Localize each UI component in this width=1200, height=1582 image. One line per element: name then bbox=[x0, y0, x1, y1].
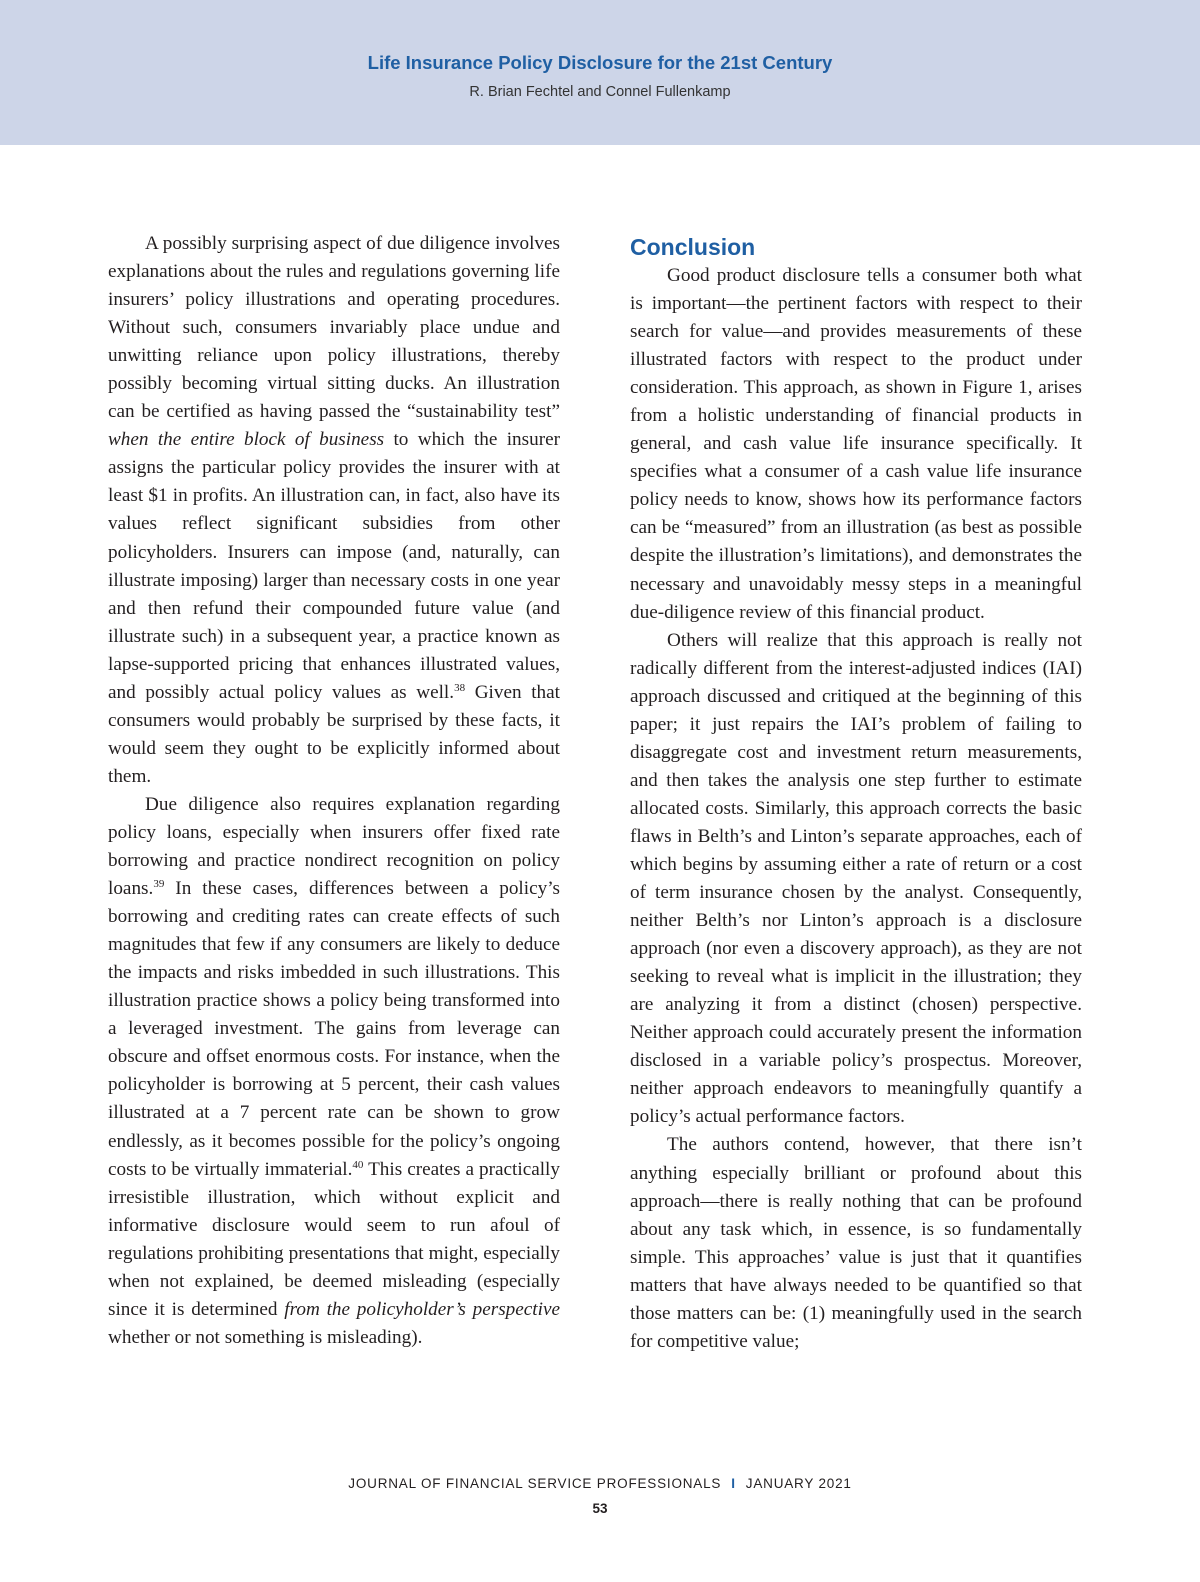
left-column bbox=[108, 230, 560, 1352]
paragraph bbox=[108, 230, 560, 791]
page-number: 53 bbox=[592, 1501, 608, 1516]
paragraph: Others will realize that this approach is really not radically different from the interest-adjusted indices (IAI) approach discussed and critiqued at the beginning of this paper; it just repairs the IAI’s problem of failing to disaggregate cost and investment return measurements, and then takes the analysis one step further to estimate allocated costs. Similarly, this approach corrects the basic flaws in Belth’s and Linton’s separate approaches, each of which begins by assuming either a rate of return or a cost of term insurance chosen by the analyst. Consequently, neither Belth’s nor Linton’s approach is a disclosure approach (nor even a discovery approach), as they are not seeking to reveal what is implicit in the illustration; they are analyzing it from a distinct (chosen) perspective. Neither approach could accurately present the information disclosed in a variable policy’s prospectus. Moreover, neither approach endeavors to meaningfully quantify a policy’s actual performance factors. bbox=[630, 629, 1082, 1128]
right-column bbox=[630, 234, 1082, 1356]
paragraph-text: A possibly surprising aspect of due diligence involves explanations about the rules and regulations governing life insurers’ policy illustrations and operating procedures. Without such, consumers invariably place undue and unwitting reliance upon policy illustrations, thereby possibly becoming virtual sitting ducks. An illustration can be certified as having passed the “sustainability test” bbox=[108, 233, 560, 423]
header-band bbox=[0, 0, 1200, 145]
paragraph-text: to which the insurer assigns the particular policy provides the insurer with at least $1 in profits. An illustration can, in fact, also have its values reflect significant subsidies from other policyholders. Insurers can impose (and, naturally, can illustrate imposing) larger than necessary costs in one year and then refund their compounded future value (and illustrate such) in a subsequent year, a practice known as lapse-supported pricing that enhances illustrated values, and possibly actual policy values as well. bbox=[108, 429, 560, 703]
footnote-marker[interactable]: 40 bbox=[352, 1158, 364, 1171]
journal-name: JOURNAL OF FINANCIAL SERVICE PROFESSIONALS bbox=[348, 1476, 722, 1491]
footnote-marker[interactable]: 39 bbox=[153, 878, 165, 891]
paragraph-text: whether or not something is misleading). bbox=[108, 1326, 423, 1348]
paragraph-text: In these cases, differences between a policy’s borrowing and crediting rates can create effects of such magnitudes that few if any consumers are likely to deduce the impacts and risks imbedded in such illustrations. This illustration practice shows a policy being transformed into a leveraged investment. The gains from leverage can obscure and offset enormous costs. For instance, when the policyholder is borrowing at 5 percent, their cash values illustrated at a 7 percent rate can be shown to grow endlessly, as it becomes possible for the policy’s ongoing costs to be virtually immaterial. bbox=[108, 878, 560, 1180]
paragraph bbox=[108, 791, 560, 1352]
article-authors: R. Brian Fechtel and Connel Fullenkamp bbox=[469, 84, 731, 100]
article-title: Life Insurance Policy Disclosure for the 21st Century bbox=[367, 52, 833, 73]
paragraph-text: Due diligence also requires explanation regarding policy loans, especially when insurers offer fixed rate borrowing and practice nondirect recognition on policy loans. bbox=[108, 793, 560, 900]
footer-separator: I bbox=[731, 1476, 736, 1491]
paragraph: The authors contend, however, that there isn’t anything especially brilliant or profound about this approach—there is really nothing that can be profound about any task which, in essence, is so fundamentally simple. This approaches’ value is just that it quantifies matters that have always needed to be quantified so that those matters can be: (1) meaningfully used in the search for competitive value; bbox=[630, 1134, 1082, 1352]
emphasis-text: from the policyholder’s perspective bbox=[284, 1298, 560, 1320]
section-heading-conclusion: Conclusion bbox=[630, 234, 756, 260]
emphasis-text: when the entire block of business bbox=[108, 429, 385, 451]
paragraph-text: This creates a practically irresistible illustration, which without explicit and informative disclosure would seem to run afoul of regulations prohibiting presentations that might, especially when not explained, be deemed misleading (especially since it is determined bbox=[108, 1158, 560, 1320]
paragraph: Good product disclosure tells a consumer both what is important—the pertinent factors with respect to their search for value—and provides measurements of these illustrated factors with respect to the product under consideration. This approach, as shown in Figure 1, arises from a holistic understanding of financial products in general, and cash value life insurance specifically. It specifies what a consumer of a cash value life insurance policy needs to know, shows how its performance factors can be “measured” from an illustration (as best as possible despite the illustration’s limitations), and demonstrates the necessary and unavoidably messy steps in a meaningful due-diligence review of this financial product. bbox=[630, 265, 1082, 623]
footnote-marker[interactable]: 38 bbox=[454, 681, 466, 694]
footer-running-title bbox=[0, 1476, 1200, 1491]
paragraph-text: Given that consumers would probably be surprised by these facts, it would seem they ought to be explicitly informed about them. bbox=[108, 681, 560, 787]
issue-date: JANUARY 2021 bbox=[745, 1476, 852, 1491]
